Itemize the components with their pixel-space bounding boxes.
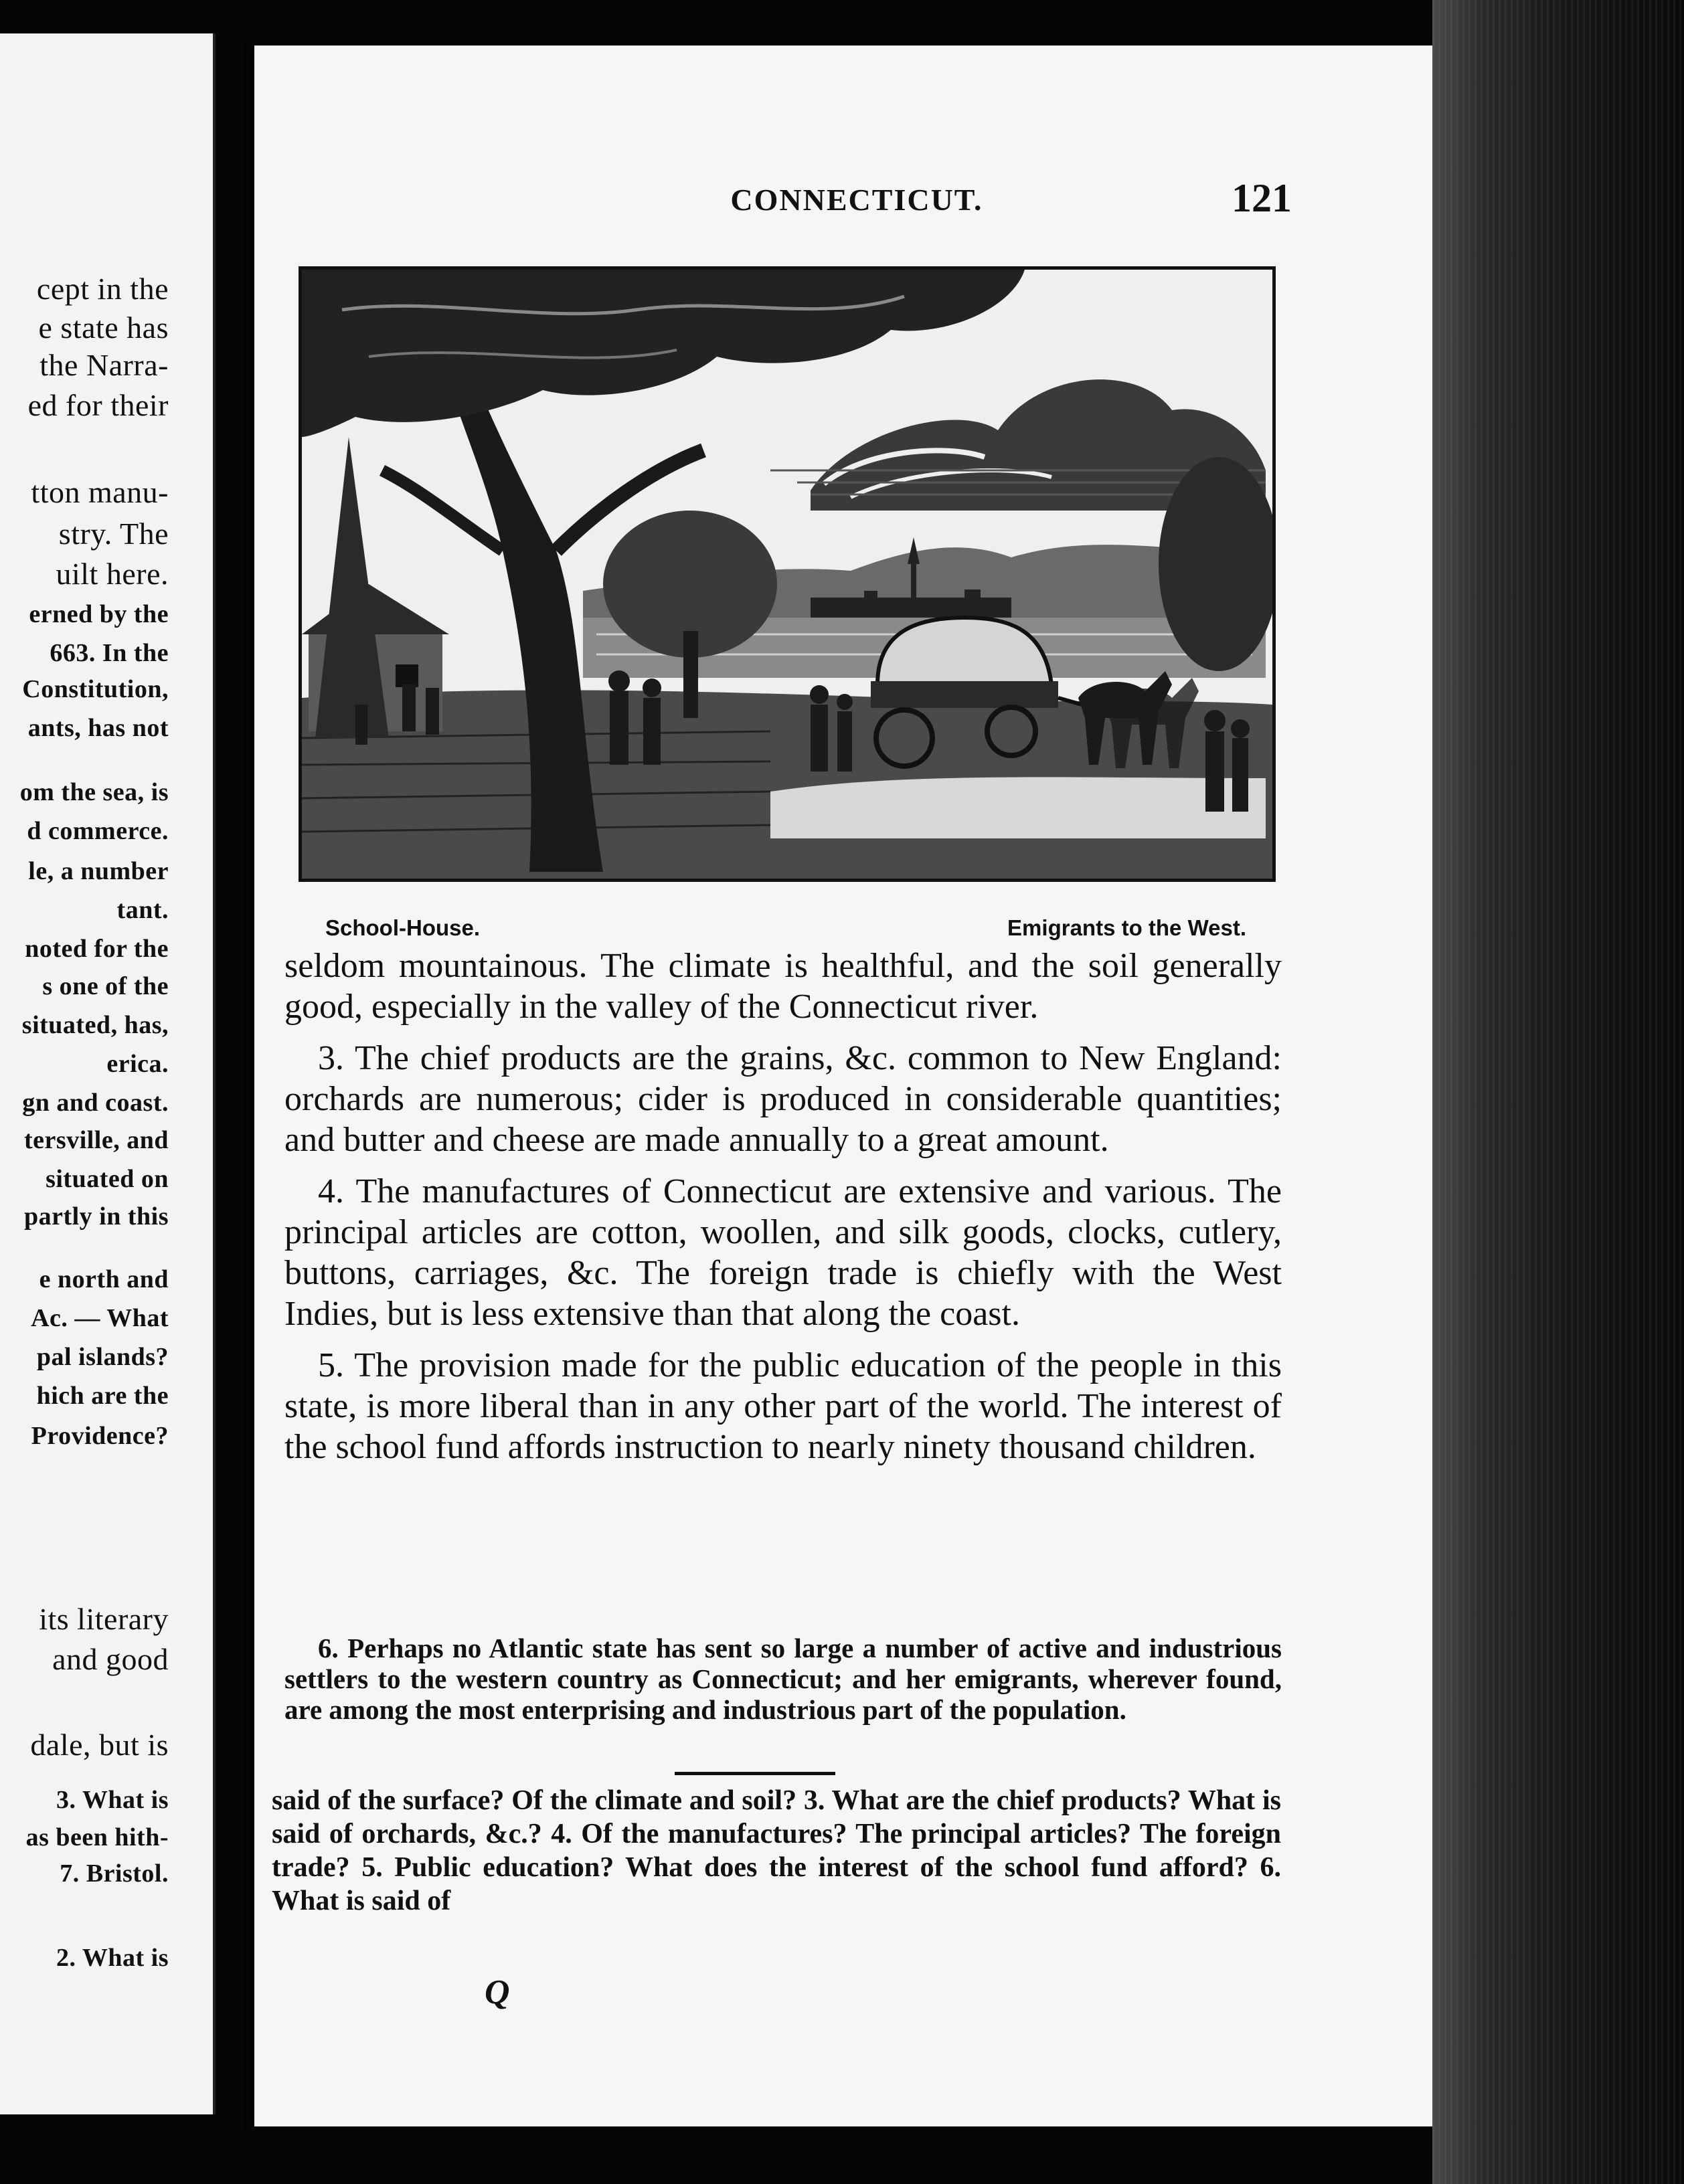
- paragraph-5: 5. The provision made for the public education of the people in this state, is more liberal than in any other part of the world. The interest of the school fund affords instruction to nearly ninety thousand children.: [284, 1346, 1282, 1466]
- left-page-line: gn and coast.: [22, 1089, 169, 1117]
- left-page-line: 2. What is: [56, 1944, 169, 1972]
- caption-school-house: School-House.: [325, 915, 481, 940]
- left-page-line: its literary: [39, 1602, 169, 1636]
- caption-emigrants: Emigrants to the West.: [1007, 915, 1246, 940]
- book-page: [254, 46, 1432, 2126]
- left-page-line: situated, has,: [21, 1011, 169, 1039]
- footnote-rule: [675, 1772, 835, 1775]
- left-page-line: situated on: [46, 1165, 169, 1193]
- paragraph-4: 4. The manufactures of Connecticut are extensive and various. The principal articles are cotton, woollen, and silk goods, clocks, cutlery, buttons, carriages, &c. The foreign trade is chiefly with the West Indies, but is less extensive than that along the coast.: [284, 1172, 1282, 1333]
- left-page-line: stry. The: [58, 517, 169, 551]
- left-page-line: tersville, and: [24, 1126, 169, 1154]
- body-text: [284, 945, 1282, 1467]
- left-page-line: pal islands?: [36, 1343, 169, 1371]
- left-page-line: Constitution,: [22, 675, 169, 703]
- left-page-line: erica.: [106, 1050, 169, 1078]
- road: [770, 777, 1266, 838]
- left-page-line: ed for their: [27, 388, 169, 422]
- left-page-line: ants, has not: [27, 714, 169, 742]
- left-page-line: e north and: [39, 1265, 169, 1293]
- left-page-line: Providence?: [31, 1422, 169, 1450]
- left-page-line: hich are the: [36, 1382, 169, 1410]
- left-page-line: om the sea, is: [19, 778, 169, 806]
- left-page-line: as been hith-: [25, 1823, 169, 1851]
- left-page-line: e state has: [38, 310, 169, 345]
- left-page-line: partly in this: [23, 1202, 169, 1231]
- page-block-edge: [1432, 0, 1684, 2184]
- running-head: CONNECTICUT.: [730, 183, 983, 217]
- left-page-line: le, a number: [28, 857, 169, 885]
- left-page-line: cept in the: [36, 272, 169, 306]
- left-page-line: uilt here.: [56, 557, 169, 591]
- page-number: 121: [1232, 176, 1292, 220]
- left-page-line: 663. In the: [50, 639, 169, 667]
- left-page-line: erned by the: [29, 600, 169, 628]
- paragraph-surface: seldom mountainous. The climate is healthful, and the soil generally good, especially in the valley of the Connecticut river.: [284, 947, 1282, 1026]
- left-page-line: dale, but is: [30, 1728, 169, 1762]
- left-page-line: s one of the: [42, 972, 169, 1000]
- left-page-line: tton manu-: [31, 475, 169, 509]
- left-page-line: 7. Bristol.: [60, 1859, 169, 1888]
- left-page-line: Ac. — What: [31, 1304, 169, 1332]
- left-page-line: d commerce.: [27, 817, 169, 845]
- previous-page: [0, 33, 216, 2114]
- left-page-line: 3. What is: [56, 1786, 169, 1814]
- left-page-line: the Narra-: [39, 348, 169, 382]
- paragraph-6: 6. Perhaps no Atlantic state has sent so large a number of active and industrious settlers to the western country as Connecticut; and her emigrants, wherever found, are among the most enterprising and industrious part of the population.: [284, 1633, 1282, 1725]
- left-page-line: noted for the: [25, 935, 169, 963]
- paragraph-3: 3. The chief products are the grains, &c. common to New England: orchards are numerous; cider is produced in considerable quantities; and butter and cheese are made annually to a great amount.: [284, 1039, 1282, 1159]
- signature-mark: Q: [485, 1973, 510, 2011]
- left-page-line: tant.: [116, 896, 169, 924]
- review-questions: said of the surface? Of the climate and soil? 3. What are the chief products? What is said of orchards, &c.? 4. Of the manufactures? The principal articles? The foreign trade? 5. Public education? What does the interest of the school fund afford? 6. What is said of: [272, 1785, 1281, 1916]
- woodcut-illustration: [299, 266, 1276, 882]
- left-page-line: and good: [52, 1642, 169, 1676]
